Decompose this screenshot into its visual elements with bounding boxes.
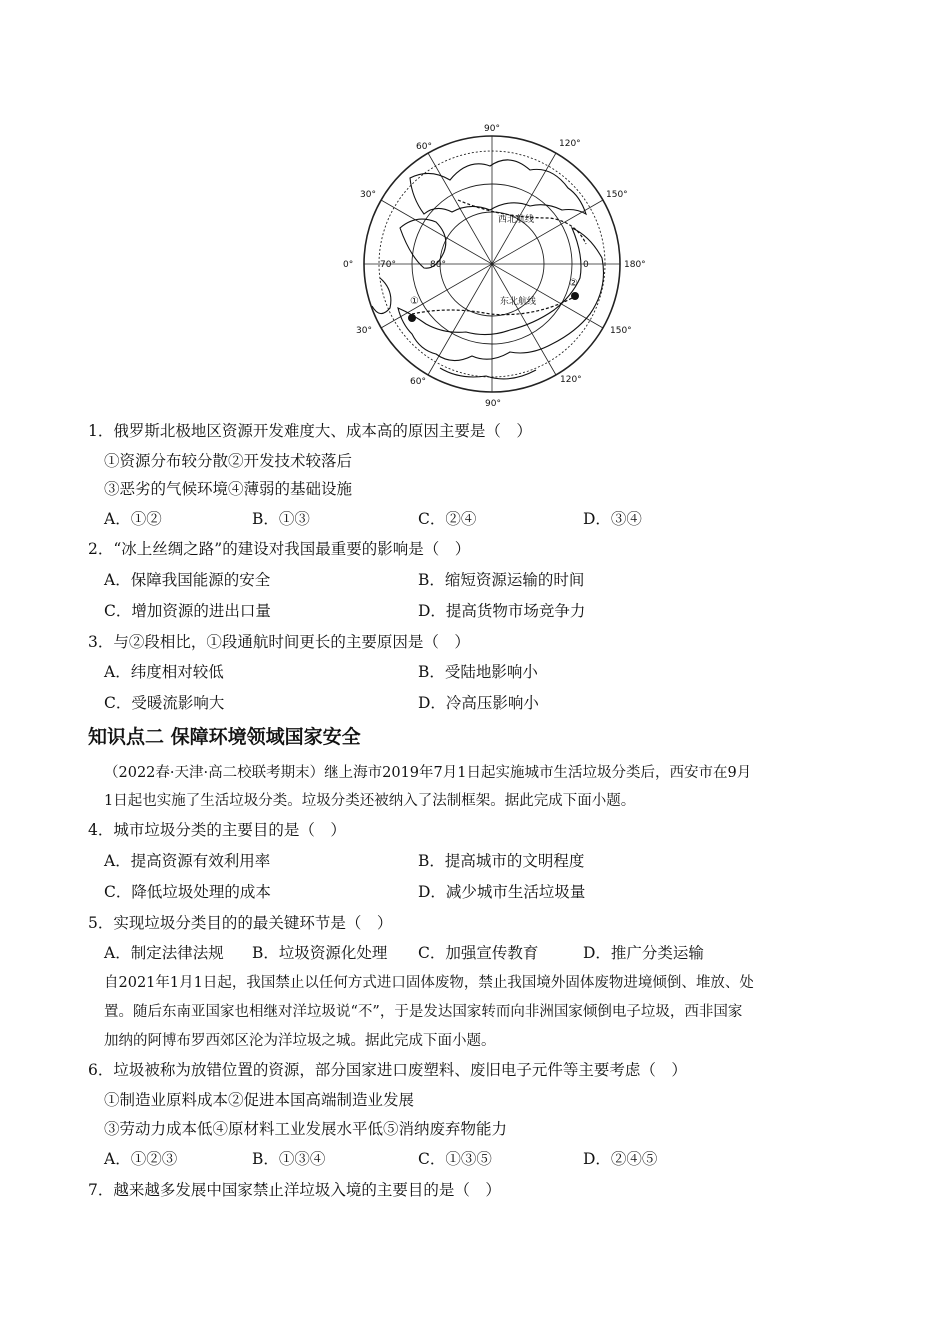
q6-option-b[interactable]: B．①③④	[252, 1150, 326, 1168]
lon-label-150-lower-right: 150°	[610, 326, 632, 336]
intro1-line1: （2022春·天津·高二校联考期末）继上海市2019年7月1日起实施城市生活垃圾分类后，西安市在9月	[104, 765, 752, 781]
lon-label-90-top: 90°	[484, 124, 500, 134]
q5-option-a[interactable]: A．制定法律法规	[104, 944, 224, 962]
q6-item2: ③劳动力成本低④原材料工业发展水平低⑤消纳废弃物能力	[104, 1120, 508, 1138]
q3-option-a[interactable]: A．纬度相对较低	[104, 663, 224, 681]
lon-label-30-left-top: 30°	[360, 190, 376, 200]
lat-label-80: 80°	[430, 260, 446, 270]
point-2-dot	[571, 292, 579, 300]
q4-option-b[interactable]: B．提高城市的文明程度	[418, 852, 585, 870]
lon-label-0: 0°	[343, 260, 354, 270]
q6-stem: 6．垃圾被称为放错位置的资源，部分国家进口废塑料、废旧电子元件等主要考虑（ ）	[88, 1061, 687, 1079]
intro2-line2: 置。随后东南亚国家也相继对洋垃圾说“不”，于是发达国家转而向非洲国家倾倒电子垃圾，西非国家	[104, 1004, 743, 1020]
q1-option-c[interactable]: C．②④	[418, 510, 477, 528]
lon-label-120-top: 120°	[559, 139, 581, 149]
q1-option-a[interactable]: A．①②	[104, 510, 162, 528]
lon-label-30-left-bottom: 30°	[356, 326, 372, 336]
map-coastlines	[372, 160, 604, 379]
q4-option-a[interactable]: A．提高资源有效利用率	[104, 852, 271, 870]
intro1-line2: 1日起也实施了生活垃圾分类。垃圾分类还被纳入了法制框架。据此完成下面小题。	[104, 793, 636, 809]
q2-option-d[interactable]: D．提高货物市场竞争力	[418, 602, 586, 620]
q3-option-c[interactable]: C．受暖流影响大	[104, 694, 225, 712]
map-graticule	[364, 136, 620, 392]
lon-label-150-right: 150°	[606, 190, 628, 200]
q3-stem: 3．与②段相比，①段通航时间更长的主要原因是（ ）	[88, 633, 470, 651]
q3-option-d[interactable]: D．冷高压影响小	[418, 694, 539, 712]
route-label-northwest: 西北航线	[498, 215, 535, 225]
q6-option-c[interactable]: C．①③⑤	[418, 1150, 492, 1168]
intro2-line3: 加纳的阿博布罗西郊区沦为洋垃圾之城。据此完成下面小题。	[104, 1033, 496, 1049]
q5-option-b[interactable]: B．垃圾资源化处理	[252, 944, 388, 962]
q1-item2: ③恶劣的气候环境④薄弱的基础设施	[104, 480, 353, 498]
q1-option-b[interactable]: B．①③	[252, 510, 310, 528]
q7-stem: 7．越来越多发展中国家禁止洋垃圾入境的主要目的是（ ）	[88, 1181, 501, 1199]
q2-stem: 2．“冰上丝绸之路”的建设对我国最重要的影响是（ ）	[88, 540, 471, 558]
lon-label-180: 180°	[624, 260, 646, 270]
q1-stem: 1．俄罗斯北极地区资源开发难度大、成本高的原因主要是（ ）	[88, 422, 532, 440]
q4-option-d[interactable]: D．减少城市生活垃圾量	[418, 883, 586, 901]
q5-stem: 5．实现垃圾分类目的的最关键环节是（ ）	[88, 914, 393, 932]
lon-label-60-top: 60°	[416, 142, 432, 152]
point-1-dot	[408, 314, 416, 322]
q6-option-a[interactable]: A．①②③	[104, 1150, 178, 1168]
intro2-line1: 自2021年1月1日起，我国禁止以任何方式进口固体废物，禁止我国境外固体废物进境倾倒、堆放、处	[104, 975, 754, 991]
route-label-northeast: 东北航线	[500, 297, 537, 307]
q3-option-b[interactable]: B．受陆地影响小	[418, 663, 538, 681]
q5-option-c[interactable]: C．加强宣传教育	[418, 944, 539, 962]
lat-label-0-right: 0	[583, 260, 589, 270]
arctic-route-map	[340, 118, 646, 410]
lon-label-90-bottom: 90°	[485, 399, 501, 409]
section-heading: 知识点二 保障环境领域国家安全	[88, 726, 361, 748]
q2-option-b[interactable]: B．缩短资源运输的时间	[418, 571, 585, 589]
q2-option-c[interactable]: C．增加资源的进出口量	[104, 602, 271, 620]
q6-item1: ①制造业原料成本②促进本国高端制造业发展	[104, 1091, 415, 1109]
marker-label-2: ②	[569, 278, 578, 289]
q1-item1: ①资源分布较分散②开发技术较落后	[104, 452, 353, 470]
lat-label-70: 70°	[380, 260, 396, 270]
q6-option-d[interactable]: D．②④⑤	[583, 1150, 658, 1168]
lon-label-60-bottom: 60°	[410, 377, 426, 387]
q4-option-c[interactable]: C．降低垃圾处理的成本	[104, 883, 271, 901]
lon-label-120-bottom: 120°	[560, 375, 582, 385]
q4-stem: 4．城市垃圾分类的主要目的是（ ）	[88, 821, 346, 839]
q5-option-d[interactable]: D．推广分类运输	[583, 944, 704, 962]
q2-option-a[interactable]: A．保障我国能源的安全	[104, 571, 271, 589]
marker-label-1: ①	[410, 296, 419, 307]
q1-option-d[interactable]: D．③④	[583, 510, 642, 528]
